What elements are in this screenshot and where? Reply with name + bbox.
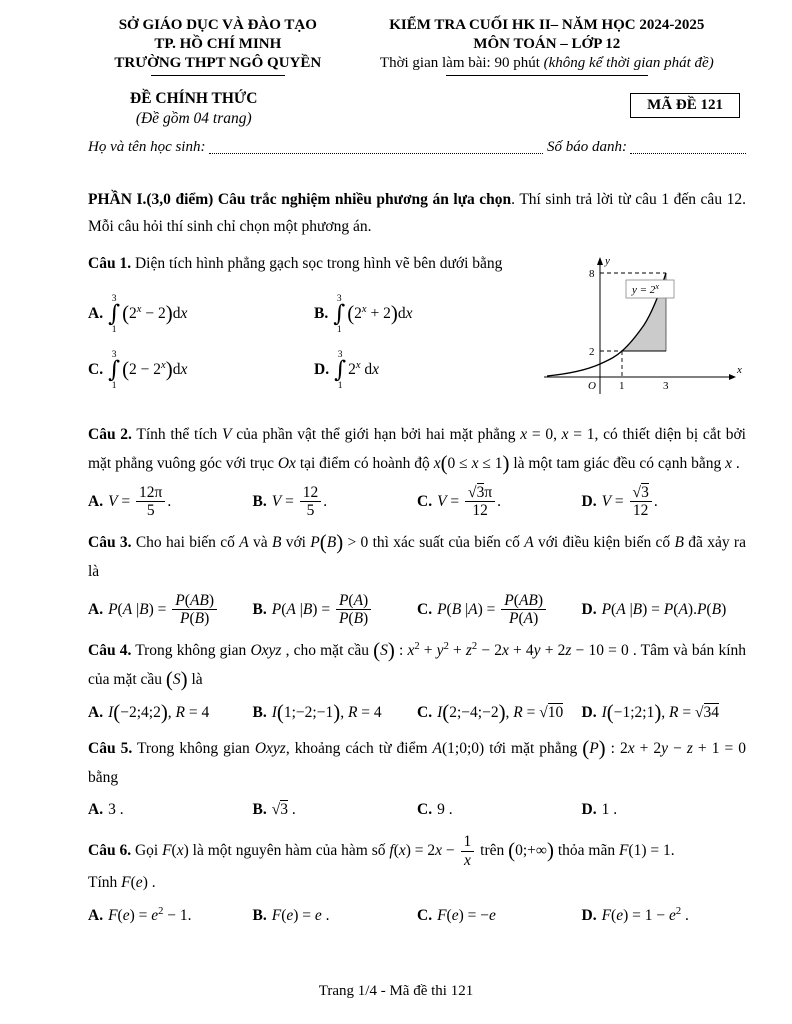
exam-title-line-2: MÔN TOÁN – LỚP 12 <box>473 35 621 52</box>
question-5-option-a <box>88 797 253 823</box>
student-id-label: Số báo danh: <box>547 138 627 155</box>
question-3-statement: Cho hai biến cố A và B với P(B) > 0 thì xác suất của biến cố A với điều kiện biến cố B đã xảy ra là <box>88 530 746 580</box>
question-5-option-b <box>253 797 418 823</box>
option-value: V = $\frac{12\pi}{5}$ . <box>108 483 172 520</box>
option-key: A. <box>88 801 104 819</box>
exam-title-line-1: KIỂM TRA CUỐI HK II– NĂM HỌC 2024-2025 <box>389 17 705 33</box>
student-name-fill-line <box>209 139 543 154</box>
exam-header <box>88 16 746 76</box>
option-value: P(A |B) = $\frac{P(AB)}{P(B)}$ <box>108 601 219 618</box>
question-3-label: Câu 3. <box>88 534 132 552</box>
exam-duration: Thời gian làm bài: 90 phút <box>379 54 544 71</box>
exam-duration-line <box>348 54 746 73</box>
option-key: C. <box>417 703 433 721</box>
option-key: B. <box>252 907 267 925</box>
option-value: 3 ∫ 1 $(2^x + 2)dx$ <box>333 293 413 335</box>
option-key: A. <box>88 305 104 323</box>
question-5-text <box>88 735 746 792</box>
question-6-option-b <box>253 903 418 929</box>
question-1-option-b <box>314 295 540 335</box>
question-4-option-c <box>417 700 582 726</box>
option-value: I(1;−2;−1), R = 4 <box>271 699 382 724</box>
authority-line-1: SỞ GIÁO DỤC VÀ ĐÀO TẠO <box>118 17 317 33</box>
part1-title-bold: PHẦN I.(3,0 điểm) Câu trắc nghiệm nhiều phương án lựa chọn <box>88 190 512 208</box>
option-value: P(A |B) = $\frac{P(A)}{P(B)}$ <box>272 601 374 618</box>
option-value: 1 . <box>601 801 618 819</box>
option-key: B. <box>252 801 267 819</box>
question-1-option-a <box>88 295 314 335</box>
question-1-statement: Diện tích hình phẳng gạch sọc trong hình vẽ bên dưới bằng <box>134 255 503 273</box>
question-6-statement: Gọi F(x) là một nguyên hàm của hàm số f(x) = 2x − $\frac{1}{x}$ trên (0;+∞) thỏa mãn F(1) = 1. <box>134 832 675 869</box>
exam-type-label: ĐỀ CHÍNH THỨC <box>130 90 258 108</box>
question-6 <box>88 833 746 930</box>
option-value: $F(e) = 1 - e^2$ . <box>601 906 689 925</box>
question-5-option-c <box>417 797 582 823</box>
part1-title-rest: . Thí sinh trả lời từ câu 1 đến câu 12. Mỗi câu hỏi thí sinh chỉ chọn một phương án. <box>88 190 746 236</box>
question-2-options <box>88 484 746 521</box>
option-value: F(e) = e . <box>271 907 330 925</box>
y-axis-arrow <box>597 257 603 265</box>
option-key: D. <box>581 703 597 721</box>
y-axis-label: y <box>605 255 610 268</box>
option-value: I(2;−4;−2), R = √10 <box>437 699 564 724</box>
question-5-label: Câu 5. <box>88 740 133 758</box>
issuing-authority-block <box>88 16 348 76</box>
option-key: C. <box>417 600 433 618</box>
question-6-option-c <box>417 903 582 929</box>
option-value: 3 . <box>108 801 124 819</box>
option-value: F(e) = −e <box>437 907 496 925</box>
part1-title <box>88 186 746 242</box>
question-2-option-d <box>582 484 747 521</box>
x-tick-3: 3 <box>663 380 669 393</box>
question-2-text <box>88 421 746 478</box>
question-6-option-a <box>88 903 253 930</box>
x-tick-1: 1 <box>619 380 625 393</box>
school-name: TRƯỜNG THPT NGÔ QUYỀN <box>114 54 322 71</box>
curve-label: $y = 2^x$ <box>632 282 659 297</box>
option-value: $F(e) = e^2 - 1$. <box>108 906 192 925</box>
option-value: V = $\frac{√3}{12}$ . <box>601 483 658 520</box>
option-key: C. <box>417 907 433 925</box>
option-key: D. <box>314 361 330 379</box>
question-1-options <box>88 279 540 391</box>
exam-type-block <box>130 89 257 129</box>
question-1-graph <box>540 252 746 412</box>
question-1-option-d <box>314 351 540 391</box>
option-value: V = $\frac{√3\pi}{12}$ . <box>437 483 502 520</box>
question-1-option-c <box>88 351 314 391</box>
option-key: A. <box>88 907 104 925</box>
question-5-option-d <box>582 797 747 823</box>
authority-line-2: TP. HỒ CHÍ MINH <box>154 35 282 52</box>
exam-title-block <box>348 16 746 76</box>
question-4-text <box>88 637 746 695</box>
option-key: B. <box>252 703 267 721</box>
student-info-row <box>88 139 746 156</box>
option-value: 3 ∫ 1 $(2^x - 2)dx$ <box>108 293 188 335</box>
question-1-figure <box>540 250 746 412</box>
x-axis-arrow <box>729 374 736 380</box>
question-3-options <box>88 592 746 629</box>
option-value: I(−1;2;1), R = √34 <box>601 699 720 724</box>
question-4-option-b <box>253 700 418 726</box>
option-value: V = $\frac{12}{5}$ . <box>271 483 328 520</box>
option-key: D. <box>581 492 597 510</box>
option-value: 3 ∫ 1 2$^x$ dx <box>334 349 380 391</box>
y-tick-8: 8 <box>589 268 595 281</box>
option-key: B. <box>252 492 267 510</box>
question-6-options <box>88 903 746 930</box>
question-6-statement-2: Tính F(e) . <box>88 874 156 892</box>
question-4-option-a <box>88 700 253 726</box>
option-key: D. <box>581 801 597 819</box>
question-1-label: Câu 1. <box>88 255 132 273</box>
option-key: B. <box>314 305 329 323</box>
question-3-option-a <box>88 592 253 629</box>
question-2-option-c <box>417 484 582 521</box>
option-value: P(A |B) = P(A).P(B) <box>601 600 727 618</box>
question-3-option-c <box>417 592 582 629</box>
question-6-text-line2 <box>88 869 746 898</box>
question-3-option-d <box>582 597 747 623</box>
page-footer: Trang 1/4 - Mã đề thi 121 <box>318 983 474 999</box>
option-key: D. <box>581 907 597 925</box>
question-3-text <box>88 529 746 586</box>
question-2 <box>88 421 746 520</box>
exam-pages-note: (Đề gồm 04 trang) <box>135 110 252 128</box>
question-2-option-b <box>253 484 418 521</box>
question-4-options <box>88 700 746 726</box>
option-value: 9 . <box>437 801 453 819</box>
exam-duration-note: (không kể thời gian phát đề) <box>543 54 714 71</box>
exam-meta-row <box>88 89 746 129</box>
question-4-option-d <box>582 700 747 726</box>
question-5-statement: Trong không gian Oxyz, khoảng cách từ điểm A(1;0;0) tới mặt phẳng (P) : 2x + 2y − z + 1 = 0 bằng <box>88 736 746 786</box>
question-6-option-d <box>582 903 747 930</box>
option-key: C. <box>417 492 433 510</box>
question-4-statement: Trong không gian Oxyz , cho mặt cầu (S) : $x^2 + y^2 + z^2 - 2x + 4y + 2z - 10 = 0$ . Tâm và bán kính của mặt cầu (S) là <box>88 638 747 692</box>
question-6-label: Câu 6. <box>88 841 132 859</box>
question-1-body <box>88 250 540 412</box>
question-6-text <box>88 833 746 870</box>
student-name-label: Họ và tên học sinh: <box>88 138 206 155</box>
option-value: √3 . <box>271 801 296 819</box>
question-2-label: Câu 2. <box>88 426 132 444</box>
header-left-rule <box>151 75 285 76</box>
option-value: 3 ∫ 1 $(2 - 2^x)dx$ <box>108 349 188 391</box>
option-key: A. <box>88 600 104 618</box>
header-right-rule <box>446 75 648 76</box>
question-1 <box>88 250 746 412</box>
exam-code-box: MÃ ĐỀ 121 <box>630 93 740 118</box>
option-key: C. <box>417 801 433 819</box>
origin-label: O <box>588 380 596 393</box>
question-5-options <box>88 797 746 823</box>
x-axis-label: x <box>737 364 742 377</box>
student-id-fill-line <box>630 139 746 154</box>
question-4 <box>88 637 746 726</box>
question-2-statement: Tính thể tích V của phần vật thể giới hạn bởi hai mặt phẳng x = 0, x = 1, có thiết diện bị cắt bởi mặt phẳng vuông góc với trục Ox tại điểm có hoành độ x(0 ≤ x ≤ 1) là một tam giác đều có cạnh bằng x . <box>88 426 746 476</box>
option-key: B. <box>252 600 267 618</box>
option-key: A. <box>88 703 104 721</box>
question-3 <box>88 529 746 628</box>
question-1-text <box>88 250 540 279</box>
y-tick-2: 2 <box>589 346 595 359</box>
option-value: I(−2;4;2), R = 4 <box>108 699 210 724</box>
question-3-option-b <box>253 592 418 629</box>
question-2-option-a <box>88 484 253 521</box>
option-key: A. <box>88 492 104 510</box>
option-key: C. <box>88 361 104 379</box>
option-key: D. <box>581 600 597 618</box>
question-4-label: Câu 4. <box>88 642 132 660</box>
question-5 <box>88 735 746 824</box>
option-value: P(B |A) = $\frac{P(AB)}{P(A)}$ <box>437 601 548 618</box>
